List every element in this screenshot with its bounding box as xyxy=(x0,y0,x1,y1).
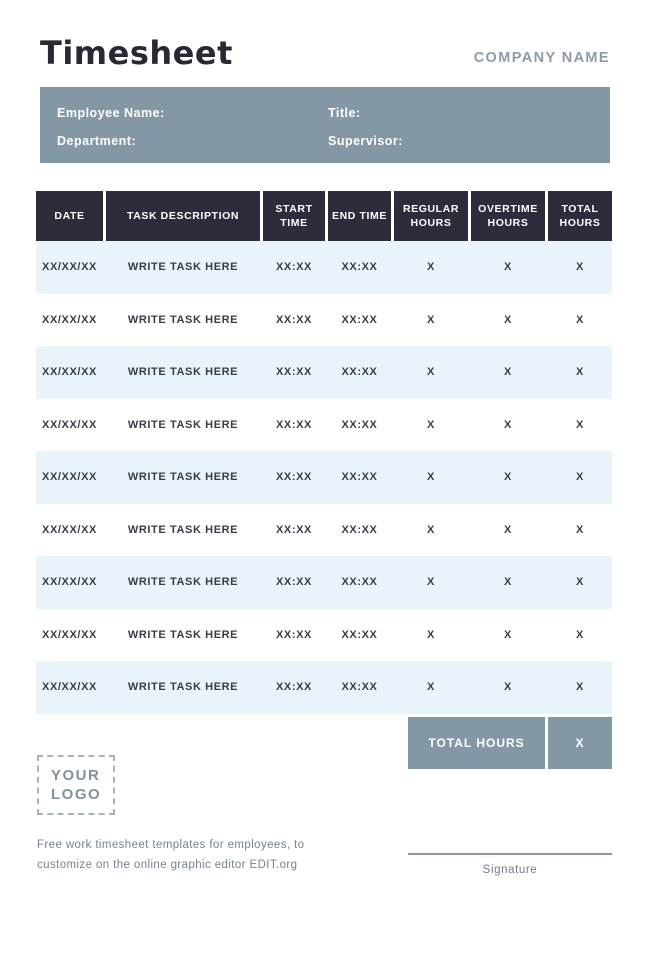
end-time-cell: XX:XX xyxy=(341,261,378,274)
date-cell: XX/XX/XX xyxy=(42,261,97,274)
overtime-hours-cell: X xyxy=(504,261,512,274)
note-line2: customize on the online graphic editor EDIT.org xyxy=(37,858,298,871)
column-header: TASK DESCRIPTION xyxy=(106,191,260,241)
total-hours-cell: X xyxy=(576,523,584,536)
task-description-cell: WRITE TASK HERE xyxy=(127,313,239,326)
column-header: END TIME xyxy=(328,191,391,241)
overtime-hours-cell: X xyxy=(504,523,512,536)
start-time-cell: XX:XX xyxy=(275,366,312,379)
task-description-cell: WRITE TASK HERE xyxy=(127,576,239,589)
task-description-cell: WRITE TASK HERE xyxy=(127,418,239,431)
table-row xyxy=(36,504,612,557)
total-hours-cell: X xyxy=(576,313,584,326)
table-row xyxy=(36,294,612,347)
table-row xyxy=(36,451,612,504)
total-hours-cell: X xyxy=(576,576,584,589)
start-time-cell: XX:XX xyxy=(275,418,312,431)
start-time-cell: XX:XX xyxy=(275,681,312,694)
end-time-cell: XX:XX xyxy=(341,681,378,694)
company-name: COMPANY NAME xyxy=(473,50,610,67)
regular-hours-cell: X xyxy=(427,523,435,536)
overtime-hours-cell: X xyxy=(504,313,512,326)
total-hours-cell: X xyxy=(576,681,584,694)
table-row xyxy=(36,609,612,662)
total-hours-bar xyxy=(408,717,612,769)
regular-hours-cell: X xyxy=(427,418,435,431)
regular-hours-cell: X xyxy=(427,313,435,326)
timesheet-table xyxy=(36,191,612,714)
start-time-cell: XX:XX xyxy=(275,628,312,641)
table-header-row xyxy=(36,191,612,241)
start-time-cell: XX:XX xyxy=(275,261,312,274)
overtime-hours-cell: X xyxy=(504,366,512,379)
table-row xyxy=(36,399,612,452)
end-time-cell: XX:XX xyxy=(341,471,378,484)
page-title: Timesheet xyxy=(40,34,233,72)
task-description-cell: WRITE TASK HERE xyxy=(127,261,239,274)
total-hours-cell: X xyxy=(576,261,584,274)
total-hours-label: TOTAL HOURS xyxy=(408,717,545,769)
footer-right xyxy=(408,717,612,876)
overtime-hours-cell: X xyxy=(504,576,512,589)
start-time-cell: XX:XX xyxy=(275,523,312,536)
table-body xyxy=(36,241,612,714)
overtime-hours-cell: X xyxy=(504,628,512,641)
date-cell: XX/XX/XX xyxy=(42,471,97,484)
note-line1: Free work timesheet templates for employees, to xyxy=(37,838,305,851)
total-hours-cell: X xyxy=(576,418,584,431)
start-time-cell: XX:XX xyxy=(275,471,312,484)
table-row xyxy=(36,241,612,294)
date-cell: XX/XX/XX xyxy=(42,628,97,641)
overtime-hours-cell: X xyxy=(504,418,512,431)
column-header: REGULAR HOURS xyxy=(394,191,468,241)
task-description-cell: WRITE TASK HERE xyxy=(127,471,239,484)
task-description-cell: WRITE TASK HERE xyxy=(127,523,239,536)
document-header xyxy=(40,36,610,71)
overtime-hours-cell: X xyxy=(504,471,512,484)
total-hours-cell: X xyxy=(576,628,584,641)
table-row xyxy=(36,556,612,609)
end-time-cell: XX:XX xyxy=(341,523,378,536)
start-time-cell: XX:XX xyxy=(275,576,312,589)
date-cell: XX/XX/XX xyxy=(42,523,97,536)
date-cell: XX/XX/XX xyxy=(42,366,97,379)
overtime-hours-cell: X xyxy=(504,681,512,694)
date-cell: XX/XX/XX xyxy=(42,576,97,589)
regular-hours-cell: X xyxy=(427,576,435,589)
logo-text-line1: YOUR xyxy=(51,766,101,784)
end-time-cell: XX:XX xyxy=(341,366,378,379)
logo-text-line2: LOGO xyxy=(51,786,102,804)
title-label: Title: xyxy=(328,106,361,121)
regular-hours-cell: X xyxy=(427,471,435,484)
document-footer xyxy=(36,717,612,876)
regular-hours-cell: X xyxy=(427,681,435,694)
end-time-cell: XX:XX xyxy=(341,313,378,326)
total-hours-value: X xyxy=(548,717,612,769)
supervisor-label: Supervisor: xyxy=(328,134,403,149)
end-time-cell: XX:XX xyxy=(341,628,378,641)
date-cell: XX/XX/XX xyxy=(42,313,97,326)
task-description-cell: WRITE TASK HERE xyxy=(127,681,239,694)
end-time-cell: XX:XX xyxy=(341,418,378,431)
table-row xyxy=(36,661,612,714)
signature-label: Signature xyxy=(482,863,538,876)
total-hours-cell: X xyxy=(576,471,584,484)
date-cell: XX/XX/XX xyxy=(42,418,97,431)
department-label: Department: xyxy=(57,134,137,149)
table-row xyxy=(36,346,612,399)
column-header: TOTAL HOURS xyxy=(548,191,612,241)
end-time-cell: XX:XX xyxy=(341,576,378,589)
total-hours-cell: X xyxy=(576,366,584,379)
employee-info-box xyxy=(40,87,610,163)
column-header: START TIME xyxy=(263,191,325,241)
footer-left xyxy=(36,717,408,876)
date-cell: XX/XX/XX xyxy=(42,681,97,694)
regular-hours-cell: X xyxy=(427,628,435,641)
start-time-cell: XX:XX xyxy=(275,313,312,326)
task-description-cell: WRITE TASK HERE xyxy=(127,366,239,379)
column-header: OVERTIME HOURS xyxy=(471,191,545,241)
regular-hours-cell: X xyxy=(427,261,435,274)
logo-placeholder xyxy=(37,755,115,815)
column-header: DATE xyxy=(36,191,103,241)
regular-hours-cell: X xyxy=(427,366,435,379)
signature-line xyxy=(408,853,612,855)
employee-name-label: Employee Name: xyxy=(57,106,165,121)
template-note xyxy=(37,835,408,875)
task-description-cell: WRITE TASK HERE xyxy=(127,628,239,641)
